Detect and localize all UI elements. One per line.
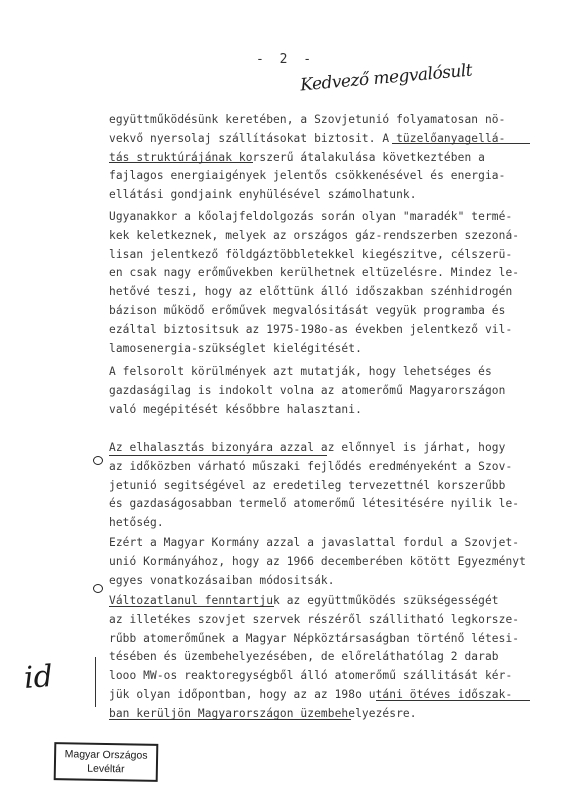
text-line: looo MW-os reaktoregységből álló atomerőmű szállitását kér- (109, 669, 513, 683)
underline-mark (109, 162, 253, 163)
text-line: ezáltal biztositsuk az 1975-198o-as években jelentkező vil- (109, 322, 513, 336)
paragraph-3 (109, 363, 529, 419)
text-line: és gazdaságosabban termelő atomerőmű létesitésére nyilik le- (109, 497, 520, 511)
text-line: tésében és üzembehelyezésében, de előreláthatólag 2 darab (109, 650, 499, 664)
text-line: hetővé teszi, hogy az előttünk álló időszakban szénhidrogén (109, 285, 513, 299)
paragraph-6 (109, 592, 529, 724)
text-line: fajlagos energiaigények jelentős csökkenésével és energia- (109, 169, 506, 183)
text-line: ban kerüljön Magyarországon üzembehelyezésre. (109, 706, 417, 720)
text-line: vekvő nyersolaj szállításokat biztosit. A tüzelőanyagellá- (109, 131, 506, 145)
stamp-line: Magyar Országos (64, 748, 148, 762)
stamp-line: Levéltár (87, 762, 125, 776)
underline-mark (376, 700, 530, 701)
paragraph-4 (109, 439, 529, 533)
text-line: lamosenergia-szükséglet kielégitését. (109, 341, 362, 355)
text-line: az illetékes szovjet szervek részéről szállitható legkorsze- (109, 612, 520, 626)
underline-mark (109, 719, 351, 720)
text-line: az időközben várható műszaki fejlődés eredményeként a Szov- (109, 459, 513, 473)
underline-mark (109, 606, 274, 607)
text-line: jük olyan időpontban, hogy az az 198o utáni ötéves időszak- (109, 687, 513, 701)
text-line: rűbb atomerőműnek a Magyar Népköztársaságban történő létesi- (109, 631, 520, 645)
margin-bullet-mark (93, 584, 103, 593)
text-line: en csak nagy erőművekben kerülhetnek eltüzelésre. Mindez le- (109, 266, 520, 280)
paragraph-1 (109, 111, 529, 205)
text-line: való megépitését későbbre halasztani. (109, 402, 362, 416)
text-line: kek keletkeznek, melyek az országos gáz-rendszerben szezoná- (109, 228, 520, 242)
underline-mark (109, 455, 327, 456)
handwritten-initials: id (22, 659, 54, 696)
text-line: Ezért a Magyar Kormány azzal a javaslattal fordul a Szovjet- (109, 536, 520, 549)
margin-bar-mark (95, 657, 96, 707)
text-line: A felsorolt körülmények azt mutatják, hogy lehetséges és (109, 365, 492, 378)
margin-bullet-mark (93, 456, 103, 465)
text-line: jetunió segitségével az eredetileg tervezettnél korszerűbb (109, 478, 506, 492)
page-number: - 2 - (256, 52, 316, 67)
archive-stamp (54, 742, 159, 782)
text-line: bázison működő erőművek megvalósitását vegyük programba és (109, 303, 506, 317)
text-line: hetőség. (109, 516, 164, 530)
text-line: Az elhalasztás bizonyára azzal az előnnyel is járhat, hogy (109, 441, 506, 454)
underline-mark (392, 143, 530, 144)
handwritten-annotation: Kedvező megvalósult (299, 60, 473, 96)
text-line: unió Kormányához, hogy az 1966 decemberében kötött Egyezményt (109, 554, 526, 568)
text-line: lisan jelentkező földgáztöbbletekkel kiegészitve, célszerü- (109, 247, 513, 261)
paragraph-5 (109, 534, 529, 590)
text-line: tás struktúrájának korszerű átalakulása következtében a (109, 150, 485, 164)
paragraph-2 (109, 208, 529, 358)
text-line: Ugyanakkor a kőolajfeldolgozás során olyan "maradék" termé- (109, 210, 513, 223)
text-line: együttműködésünk keretében, a Szovjetunió folyamatosan nö- (109, 113, 506, 126)
text-line: Változatlanul fenntartjuk az együttműködés szükségességét (109, 594, 499, 607)
text-line: ellátási gondjaink enyhülésével számolhatunk. (109, 188, 417, 202)
text-line: egyes vonatkozásaiban módositsák. (109, 573, 335, 587)
text-line: gazdaságilag is indokolt volna az atomerőmű Magyarországon (109, 383, 506, 397)
